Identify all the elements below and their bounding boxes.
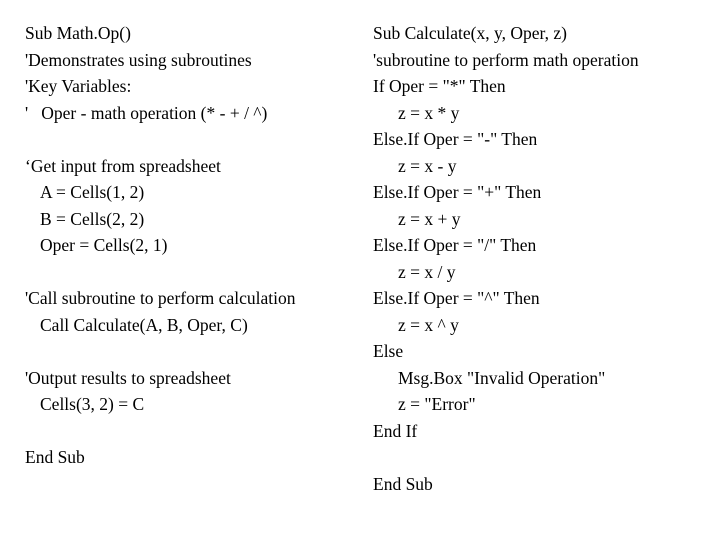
code-line: z = x / y (398, 261, 456, 282)
code-line: Msg.Box "Invalid Operation" (398, 367, 606, 388)
main-subroutine-code (25, 20, 355, 471)
end-if: End If (373, 420, 418, 441)
sub-header: Sub Math.Op() (25, 23, 131, 43)
code-line: B = Cells(2, 2) (40, 208, 145, 229)
blank-line (25, 418, 355, 445)
else-line: Else (373, 341, 404, 361)
end-sub: End Sub (25, 447, 85, 467)
comment-line: 'Key Variables: (25, 76, 132, 96)
calculate-subroutine-code (373, 20, 713, 497)
code-line: z = x - y (398, 155, 457, 176)
blank-line (25, 126, 355, 153)
end-sub: End Sub (373, 473, 433, 494)
elseif-line: Else.If Oper = "^" Then (373, 288, 540, 308)
code-line: z = x + y (398, 208, 461, 229)
elseif-line: Else.If Oper = "+" Then (373, 182, 542, 202)
comment-line: 'Call subroutine to perform calculation (25, 288, 296, 308)
blank-line (25, 338, 355, 365)
blank-line (25, 259, 355, 286)
code-line: z = "Error" (398, 394, 476, 414)
code-line: Call Calculate(A, B, Oper, C) (40, 314, 248, 335)
comment-line: 'Output results to spreadsheet (25, 367, 231, 388)
sub-header: Sub Calculate(x, y, Oper, z) (373, 23, 568, 43)
comment-line: 'subroutine to perform math operation (373, 49, 639, 70)
elseif-line: Else.If Oper = "-" Then (373, 129, 538, 149)
code-line: z = x ^ y (398, 314, 459, 335)
code-line: z = x * y (398, 102, 460, 123)
if-line: If Oper = "*" Then (373, 76, 506, 96)
code-line: A = Cells(1, 2) (40, 182, 145, 202)
comment-line: ' Oper - math operation (* - + / ^) (25, 102, 268, 123)
code-line: Cells(3, 2) = C (40, 394, 145, 414)
comment-line: 'Demonstrates using subroutines (25, 49, 252, 70)
code-line: Oper = Cells(2, 1) (40, 235, 168, 255)
elseif-line: Else.If Oper = "/" Then (373, 235, 537, 255)
comment-line: ‘Get input from spreadsheet (25, 155, 221, 176)
blank-line (373, 444, 713, 471)
